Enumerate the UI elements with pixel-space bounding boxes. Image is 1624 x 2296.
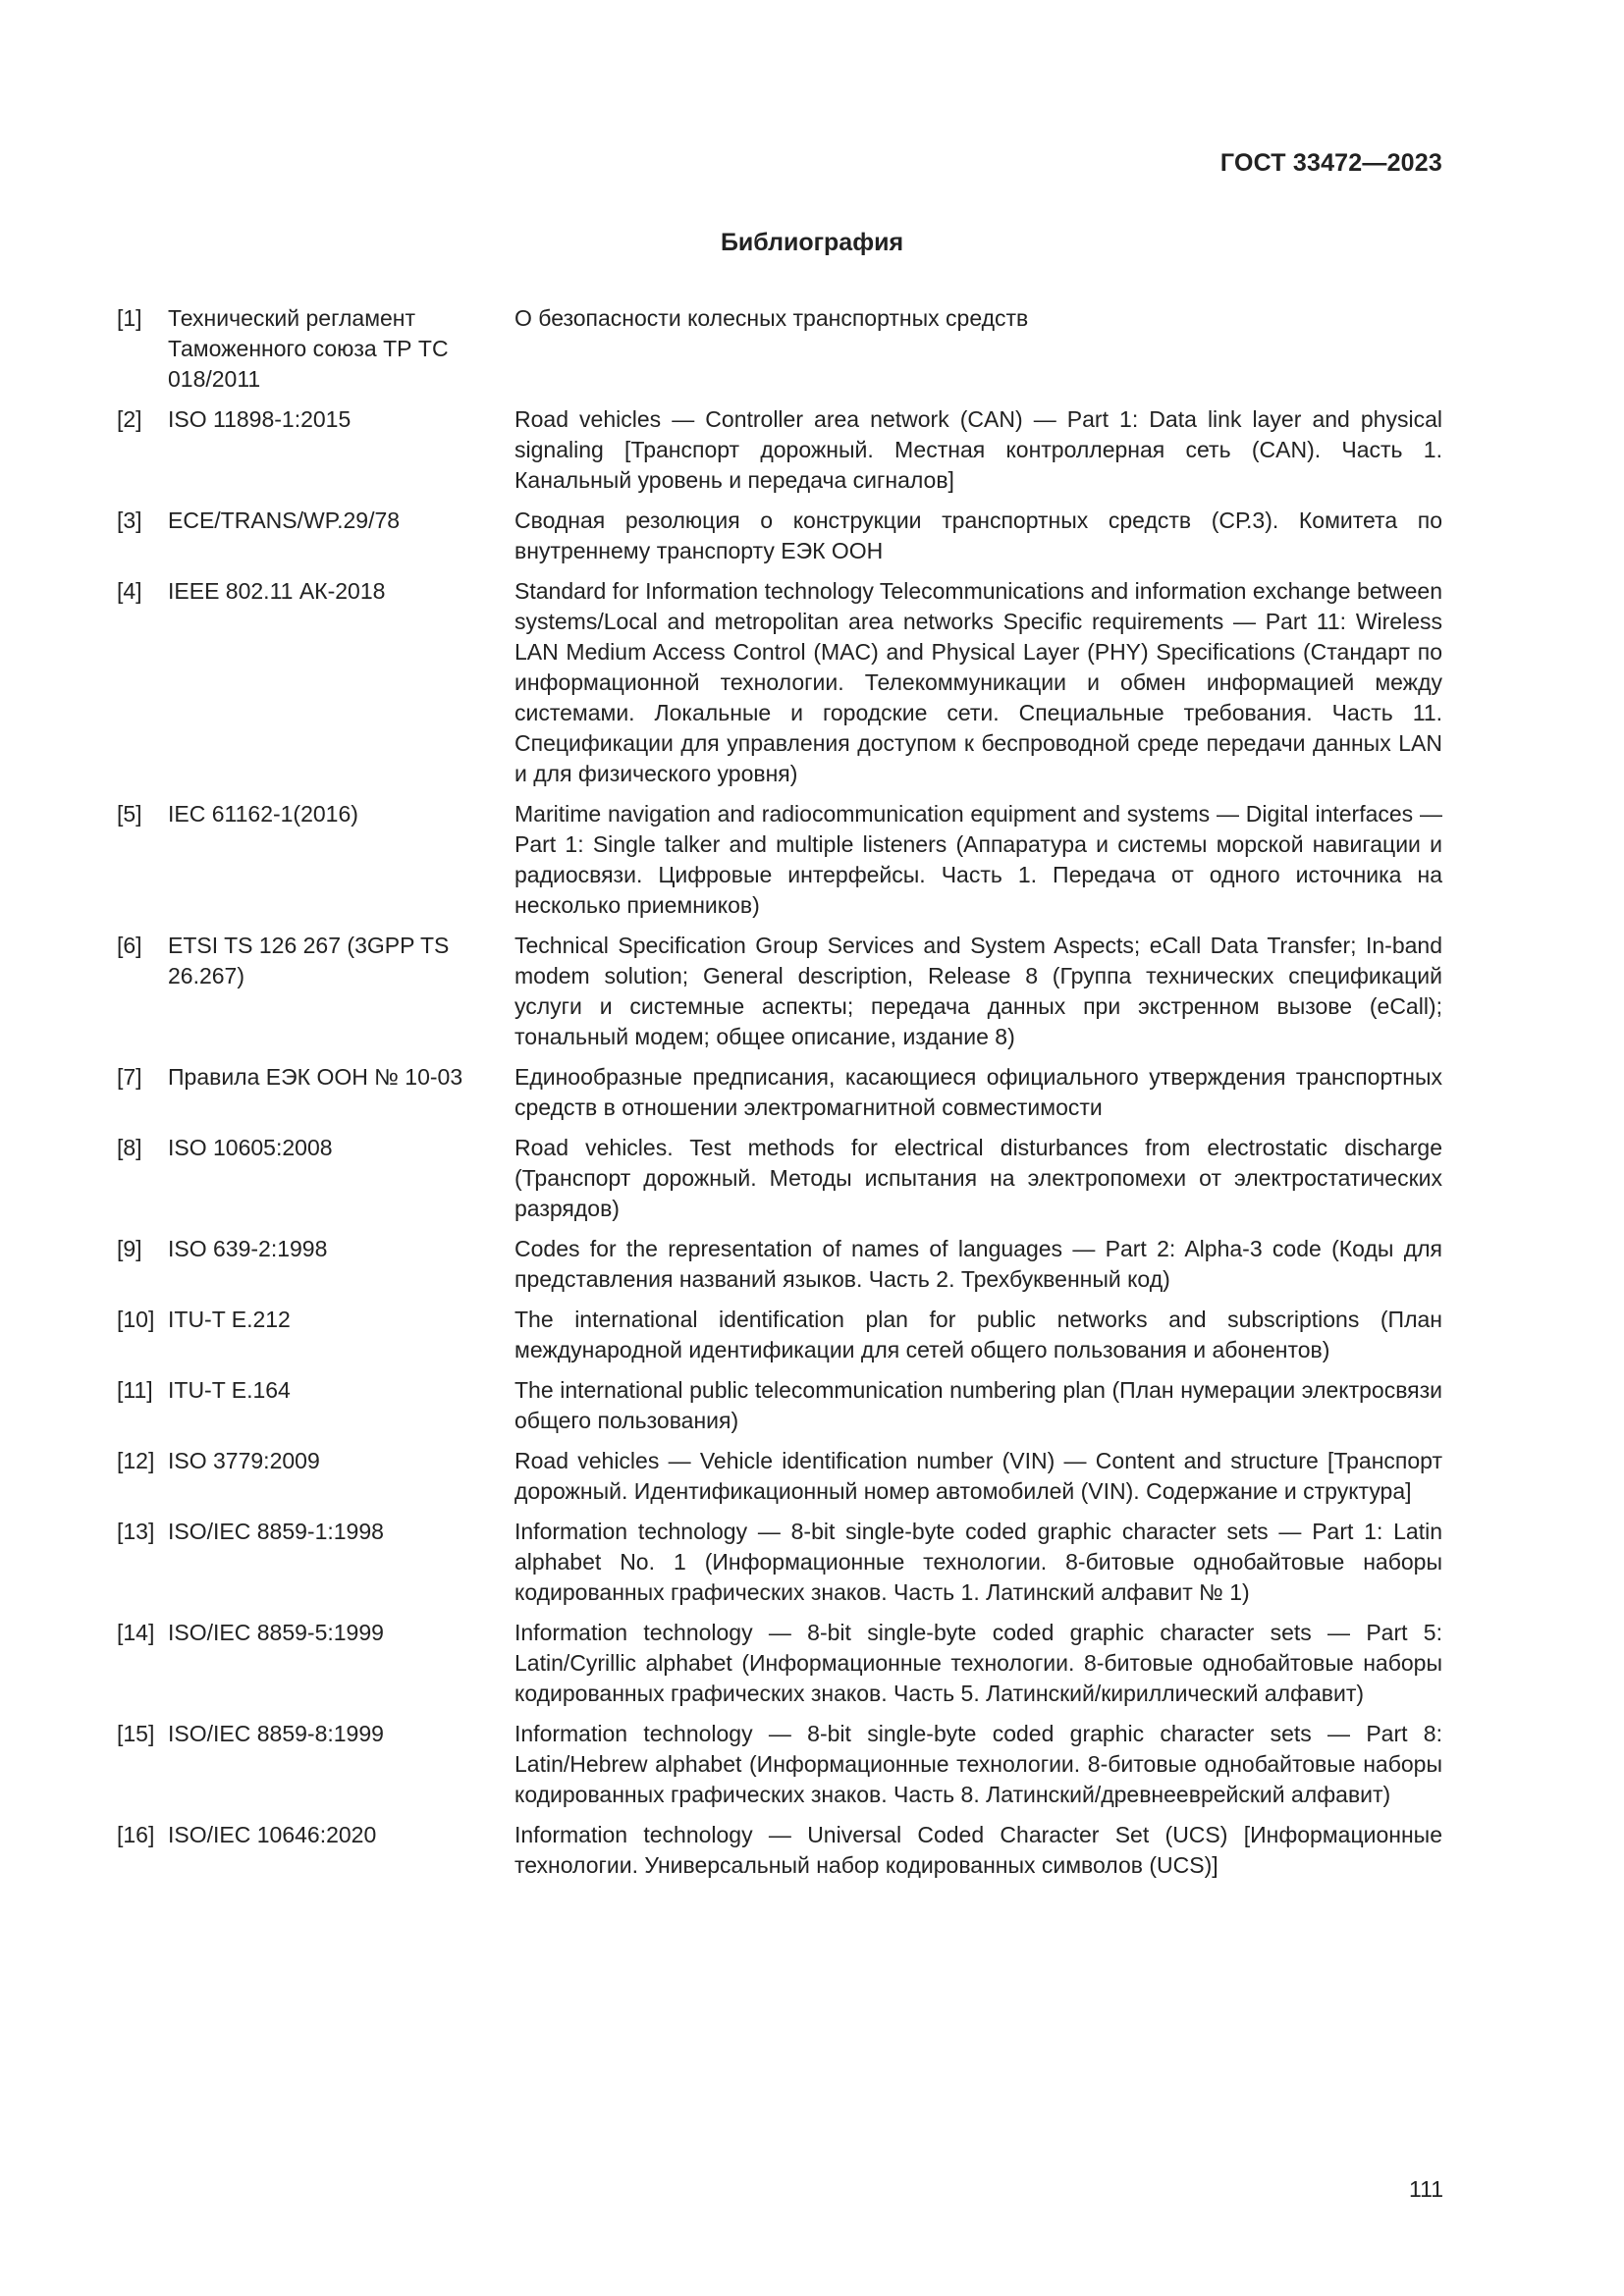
entry-reference: ITU-T E.164 (168, 1377, 291, 1403)
entry-description: Technical Specification Group Services and System Aspects; eCall Data Transfer; In-band modem solution; General description, Release 8 (Группа технических спецификаций услуги и системные аспекты; передача данных при экстренном вызове (eCall); тональный модем; общее описание, издание 8) (514, 933, 1442, 1049)
entry-reference: ISO 639-2:1998 (168, 1236, 328, 1261)
entry-reference: ISO 10605:2008 (168, 1135, 333, 1160)
entry-reference: Технический регламент Таможенного союза ТР ТС 018/2011 (168, 305, 449, 392)
entry-reference: Правила ЕЭК ООН № 10-03 (168, 1064, 463, 1090)
entry-description: О безопасности колесных транспортных средств (514, 305, 1029, 331)
entry-reference: ISO/IEC 8859-8:1999 (168, 1721, 384, 1746)
entry-description: Maritime navigation and radiocommunication equipment and systems — Digital interfaces — Part 1: Single talker and multiple listeners (Аппаратура и системы морской навигации и радиосвязи. Цифровые интерфейсы. Часть 1. Передача от одного источника на несколько приемников) (514, 801, 1442, 918)
entry-number: [4] (117, 578, 142, 604)
bibliography-entry (117, 1375, 1442, 1436)
entry-number: [3] (117, 507, 142, 533)
bibliography-entry (117, 1446, 1442, 1507)
entry-number: [14] (117, 1620, 155, 1645)
entry-reference: ISO/IEC 10646:2020 (168, 1822, 377, 1847)
bibliography-entry (117, 404, 1442, 496)
entry-description: Road vehicles — Controller area network (CAN) — Part 1: Data link layer and physical signaling [Транспорт дорожный. Местная контроллерная сеть (CAN). Часть 1. Канальный уровень и передача сигналов] (514, 406, 1442, 493)
entry-number: [1] (117, 305, 142, 331)
entry-reference: ECE/TRANS/WP.29/78 (168, 507, 401, 533)
bibliography-list (117, 303, 1442, 1891)
entry-reference: ISO/IEC 8859-1:1998 (168, 1519, 384, 1544)
entry-description: The international public telecommunication numbering plan (План нумерации электросвязи общего пользования) (514, 1377, 1442, 1433)
entry-description: Information technology — 8-bit single-byte coded graphic character sets — Part 8: Latin/Hebrew alphabet (Информационные технологии. 8-битовые однобайтовые наборы кодированных графических знаков. Часть 8. Латинский/древнееврейский алфавит) (514, 1721, 1442, 1807)
bibliography-entry (117, 1305, 1442, 1365)
entry-number: [15] (117, 1721, 155, 1746)
entry-description: Сводная резолюция о конструкции транспортных средств (СР.3). Комитета по внутреннему транспорту ЕЭК ООН (514, 507, 1442, 563)
entry-number: [9] (117, 1236, 142, 1261)
bibliography-entry (117, 799, 1442, 921)
page-title: Библиография (720, 229, 904, 256)
entry-description: Information technology — 8-bit single-byte coded graphic character sets — Part 1: Latin alphabet No. 1 (Информационные технологии. 8-битовые однобайтовые наборы кодированных графических знаков. Часть 1. Латинский алфавит № 1) (514, 1519, 1442, 1605)
entry-description: Information technology — Universal Coded Character Set (UCS) [Информационные технологии. Универсальный набор кодированных символов (UCS)] (514, 1822, 1442, 1878)
entry-number: [16] (117, 1822, 155, 1847)
entry-reference: IEEE 802.11 АК-2018 (168, 578, 386, 604)
bibliography-entry (117, 1133, 1442, 1224)
entry-description: Road vehicles — Vehicle identification number (VIN) — Content and structure [Транспорт дорожный. Идентификационный номер автомобилей (VIN). Содержание и структура] (514, 1448, 1442, 1504)
bibliography-entry (117, 506, 1442, 566)
bibliography-entry (117, 1234, 1442, 1295)
standard-code: ГОСТ 33472—2023 (1219, 149, 1442, 177)
entry-number: [7] (117, 1064, 142, 1090)
entry-reference: ITU-T E.212 (168, 1307, 291, 1332)
entry-description: Standard for Information technology Telecommunications and information exchange between systems/Local and metropolitan area networks Specific requirements — Part 11: Wireless LAN Medium Access Control (MAC) and Physical Layer (PHY) Specifications (Стандарт по информационной технологии. Телекоммуникации и обмен информацией между системами. Локальные и городские сети. Специальные требования. Часть 11. Спецификации для управления доступом к беспроводной среде передачи данных LAN и для физического уровня) (514, 578, 1442, 786)
entry-number: [13] (117, 1519, 155, 1544)
entry-reference: ETSI TS 126 267 (3GPP TS 26.267) (168, 933, 450, 988)
entry-number: [11] (117, 1377, 153, 1403)
bibliography-entry (117, 1517, 1442, 1608)
entry-description: Road vehicles. Test methods for electrical disturbances from electrostatic discharge (Транспорт дорожный. Методы испытания на электропомехи от электростатических разрядов) (514, 1135, 1442, 1221)
bibliography-entry (117, 1618, 1442, 1709)
entry-number: [12] (117, 1448, 155, 1473)
entry-description: Information technology — 8-bit single-byte coded graphic character sets — Part 5: Latin/Cyrillic alphabet (Информационные технологии. 8-битовые однобайтовые наборы кодированных графических знаков. Часть 5. Латинский/кириллический алфавит) (514, 1620, 1442, 1706)
entry-reference: ISO 3779:2009 (168, 1448, 320, 1473)
entry-description: The international identification plan for public networks and subscriptions (План международной идентификации для сетей общего пользования и абонентов) (514, 1307, 1442, 1362)
bibliography-entry (117, 1719, 1442, 1810)
bibliography-entry (117, 931, 1442, 1052)
bibliography-entry (117, 303, 1442, 395)
page-number: 111 (1409, 2176, 1443, 2202)
entry-number: [6] (117, 933, 142, 958)
entry-description: Codes for the representation of names of languages — Part 2: Alpha-3 code (Коды для представления названий языков. Часть 2. Трехбуквенный код) (514, 1236, 1442, 1292)
entry-number: [5] (117, 801, 142, 827)
bibliography-entry (117, 576, 1442, 789)
bibliography-entry (117, 1820, 1442, 1881)
entry-reference: IEC 61162-1(2016) (168, 801, 358, 827)
entry-reference: ISO 11898-1:2015 (168, 406, 352, 432)
entry-number: [8] (117, 1135, 142, 1160)
entry-number: [2] (117, 406, 142, 432)
entry-description: Единообразные предписания, касающиеся официального утверждения транспортных средств в отношении электромагнитной совместимости (514, 1064, 1442, 1120)
entry-reference: ISO/IEC 8859-5:1999 (168, 1620, 384, 1645)
entry-number: [10] (117, 1307, 155, 1332)
bibliography-entry (117, 1062, 1442, 1123)
